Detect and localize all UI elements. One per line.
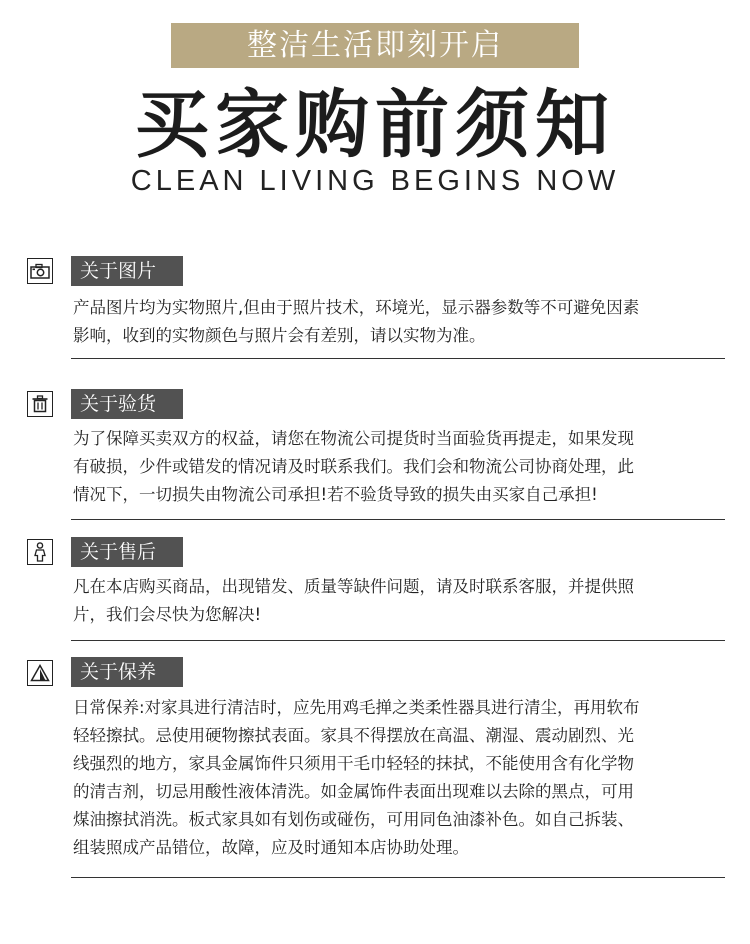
warning-triangle-icon xyxy=(27,660,53,686)
section-divider xyxy=(71,877,725,878)
section-text-inspection xyxy=(73,425,713,509)
header-banner: 整洁生活即刻开启 xyxy=(171,23,579,68)
section-divider xyxy=(71,519,725,520)
section-label-inspection: 关于验货 xyxy=(71,389,183,419)
section-label-pictures: 关于图片 xyxy=(71,256,183,286)
text-line: 片，我们会尽快为您解决! xyxy=(73,605,262,624)
section-text-maintenance xyxy=(73,694,713,862)
text-line: 有破损，少件或错发的情况请及时联系我们。我们会和物流公司协商处理，此 xyxy=(73,457,634,476)
text-line: 凡在本店购买商品，出现错发、质量等缺件问题，请及时联系客服，并提供照 xyxy=(73,577,634,596)
text-line: 的清吉剂，切忌用酸性液体清洗。如金属饰件表面出现难以去除的黑点，可用 xyxy=(73,782,634,801)
trash-can-icon xyxy=(27,391,53,417)
page-subtitle: CLEAN LIVING BEGINS NOW xyxy=(130,165,620,197)
text-line: 线强烈的地方，家具金属饰件只须用干毛巾轻轻的抹拭，不能使用含有化学物 xyxy=(73,754,634,773)
section-label-after-sales: 关于售后 xyxy=(71,537,183,567)
text-line: 影响，收到的实物颜色与照片会有差别，请以实物为准。 xyxy=(73,326,486,345)
section-text-pictures xyxy=(73,294,713,350)
person-icon xyxy=(27,539,53,565)
text-line: 为了保障买卖双方的权益，请您在物流公司提货时当面验货再提走，如果发现 xyxy=(73,429,634,448)
text-line: 组装照成产品错位，故障，应及时通知本店协助处理。 xyxy=(73,838,469,857)
page-title: 买家购前须知 xyxy=(135,82,615,168)
text-line: 日常保养:对家具进行清洁时，应先用鸡毛掸之类柔性器具进行清尘，再用软布 xyxy=(73,698,640,717)
text-line: 轻轻擦拭。忌使用硬物擦拭表面。家具不得摆放在高温、潮湿、震动剧烈、光 xyxy=(73,726,634,745)
section-divider xyxy=(71,358,725,359)
section-text-after-sales xyxy=(73,573,713,629)
camera-icon xyxy=(27,258,53,284)
section-divider xyxy=(71,640,725,641)
section-label-maintenance: 关于保养 xyxy=(71,657,183,687)
text-line: 情况下，一切损失由物流公司承担!若不验货导致的损失由买家自己承担! xyxy=(73,485,598,504)
text-line: 产品图片均为实物照片,但由于照片技术，环境光，显示器参数等不可避免因素 xyxy=(73,298,640,317)
text-line: 煤油擦拭消洗。板式家具如有划伤或碰伤，可用同色油漆补色。如自己拆装、 xyxy=(73,810,634,829)
